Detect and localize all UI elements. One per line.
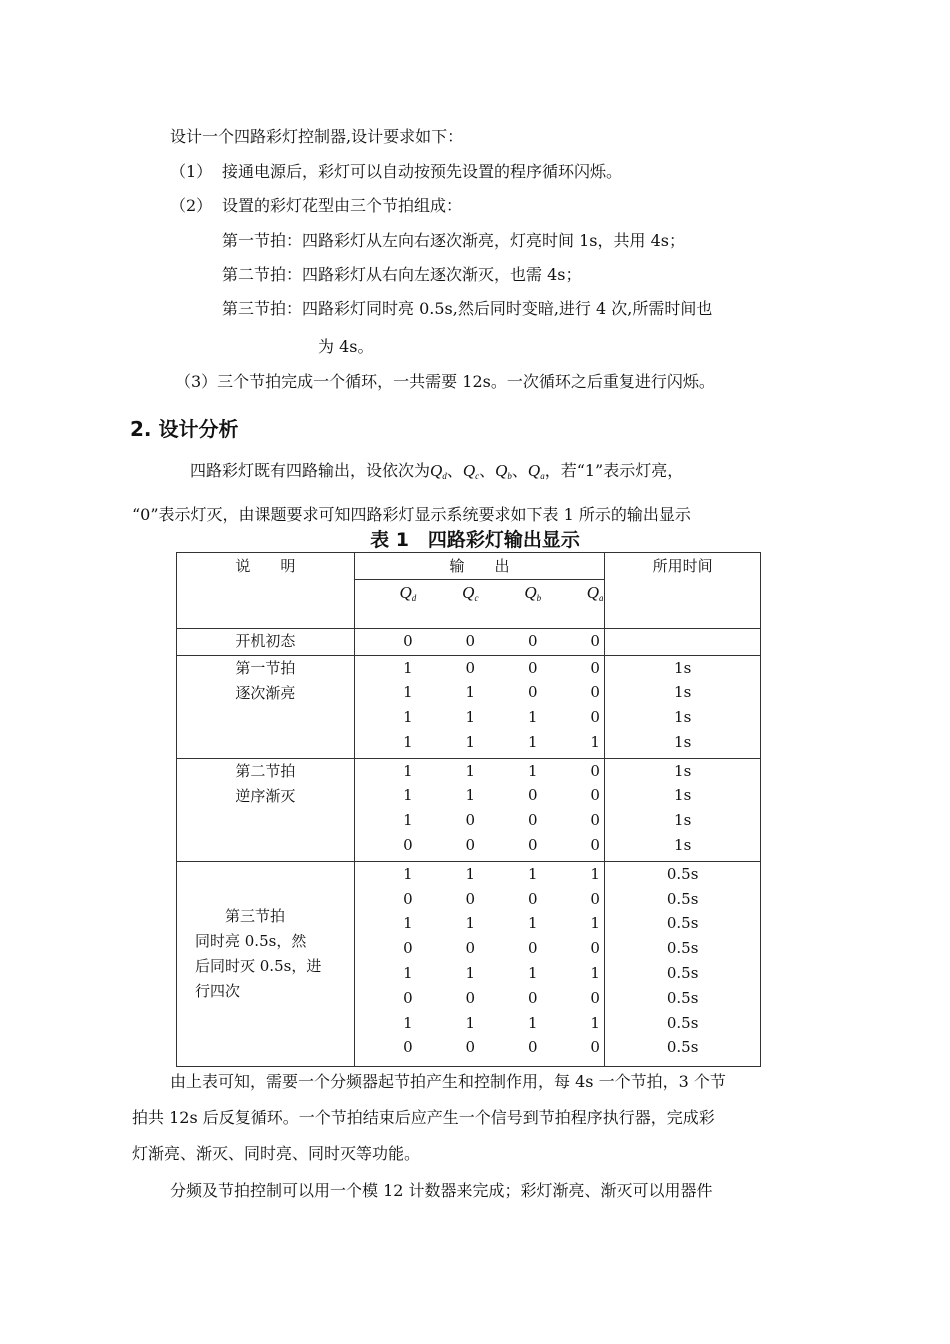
output-value: 1 [403,683,413,702]
q-subscript: d [411,593,417,603]
time-value: 0.5s [666,988,699,1007]
output-value: 0 [527,632,538,650]
output-value: 1 [403,864,413,883]
output-value: 0 [590,889,600,908]
beat2-text: 第二节拍：四路彩灯从右向左逐次渐灭，也需 4s； [222,265,582,284]
table-row [177,861,761,1066]
q-variable: $Q_b$ [495,461,512,481]
output-row [355,730,671,755]
time-value: 1s [674,708,692,727]
output-values [354,758,605,861]
req1-text: 接通电源后，彩灯可以自动按预先设置的程序循环闪烁。 [222,162,623,181]
output-row [355,1035,671,1060]
q-variable: $Q_b$ [524,583,542,603]
row-label [177,629,355,656]
output-value: 0 [590,786,600,805]
q-variable: $Q_c$ [462,461,480,481]
q-subscript: b [507,471,512,481]
table-header-row [177,553,761,580]
q-header-item [439,583,501,603]
output-value: 1 [465,1013,476,1032]
q-variable-list [430,461,545,480]
output-row [355,986,671,1011]
output-value: 0 [465,836,476,855]
q-header-item [564,583,626,603]
row-label-line: 第二节拍 [235,761,296,780]
time-value [605,629,760,654]
row-label-line: 行四次 [195,981,241,1000]
time-value: 1s [674,683,692,702]
output-value: 0 [590,658,600,677]
output-row [355,1011,671,1036]
output-value: 1 [590,864,600,883]
para-text: ，若“1”表示灯亮， [544,461,684,480]
q-subscript: c [475,471,480,481]
output-value: 0 [465,889,476,908]
time-value: 0.5s [666,1038,699,1057]
output-values [354,655,605,758]
conclusion-line: 分频及节拍控制可以用一个模 12 计数器来完成；彩灯渐亮、渐灭可以用器件 [170,1181,713,1200]
output-value: 0 [527,786,538,805]
output-value: 1 [465,786,476,805]
row-label-line: 逆序渐灭 [235,786,296,805]
output-value: 1 [403,811,413,830]
table-row [177,655,761,758]
row-label-line: 开机初态 [235,632,296,650]
output-value: 0 [590,836,600,855]
output-row [355,680,671,705]
intro-line: 设计一个四路彩灯控制器,设计要求如下： [170,127,464,146]
output-table [176,552,761,1067]
output-value: 1 [465,914,476,933]
req2-text: 设置的彩灯花型由三个节拍组成： [222,196,463,215]
output-value: 1 [590,963,600,982]
req1-number: （1） [170,162,213,181]
output-value: 0 [403,988,413,1007]
output-value: 0 [590,683,600,702]
output-row [355,783,671,808]
time-value: 0.5s [666,963,699,982]
q-header-item [377,583,439,603]
q-variable: $Q_a$ [586,583,604,603]
output-value: 1 [403,786,413,805]
output-value: 0 [590,811,600,830]
output-row [355,808,671,833]
analysis-paragraph-line2: “0”表示灯灭，由课题要求可知四路彩灯显示系统要求如下表 1 所示的输出显示 [132,505,691,524]
time-values [605,629,761,656]
output-value: 1 [590,732,600,751]
output-row [355,705,671,730]
time-values [605,655,761,758]
req3-text: （3）三个节拍完成一个循环，一共需要 12s。一次循环之后重复进行闪烁。 [175,372,715,391]
q-variable: $Q_d$ [399,583,417,603]
output-row [355,833,671,858]
time-value: 1s [674,732,692,751]
output-value: 1 [403,658,413,677]
output-value: 0 [590,761,600,780]
output-value: 0 [590,988,600,1007]
output-row [355,862,671,887]
output-value: 1 [465,683,476,702]
output-value: 1 [465,963,476,982]
output-row [355,911,671,936]
output-value: 0 [403,632,413,650]
output-value: 1 [527,963,538,982]
row-label [177,758,355,861]
time-value: 0.5s [666,914,699,933]
output-value: 1 [527,864,538,883]
output-value: 0 [465,1038,476,1057]
row-label-line: 逐次渐亮 [235,683,296,702]
output-value: 0 [527,889,538,908]
output-value: 1 [590,914,600,933]
table-row [177,629,761,656]
output-value: 1 [403,761,413,780]
header-time: 所用时间 [605,553,761,629]
output-value: 0 [527,836,538,855]
q-subscript: a [599,593,604,603]
output-row [355,656,671,681]
output-value: 1 [465,732,476,751]
conclusion-line: 由上表可知，需要一个分频器起节拍产生和控制作用，每 4s 一个节拍，3 个节 [170,1072,726,1091]
output-value: 0 [590,1038,600,1057]
output-value: 0 [403,1038,413,1057]
separator: 、 [511,461,528,480]
output-value: 0 [527,683,538,702]
q-subscript: b [536,593,542,603]
time-value: 0.5s [666,1013,699,1032]
q-header-item [502,583,564,603]
output-value: 0 [465,658,476,677]
output-value: 1 [527,1013,538,1032]
q-header-cell [354,580,605,629]
table-caption: 表 1 四路彩灯输出显示 [370,529,580,551]
row-label [177,861,355,1066]
output-value: 1 [403,914,413,933]
output-value: 0 [590,632,600,650]
time-value: 0.5s [666,939,699,958]
time-value: 0.5s [666,889,699,908]
output-value: 0 [465,632,476,650]
q-variable: $Q_a$ [527,461,545,481]
output-value: 0 [527,1038,538,1057]
section-heading: 2. 设计分析 [130,417,239,441]
table-row [177,758,761,861]
output-value: 1 [465,761,476,780]
q-subscript: a [540,471,545,481]
output-values [354,861,605,1066]
header-output: 输 出 [354,553,605,580]
output-value: 0 [527,811,538,830]
q-variable: $Q_d$ [430,461,447,481]
output-value: 0 [590,939,600,958]
row-label-line: 第三节拍 [195,906,286,925]
output-values [354,629,605,656]
time-value: 1s [674,761,692,780]
output-row [355,629,671,654]
q-subscript: c [474,593,479,603]
q-subscript: d [442,471,447,481]
row-label-line: 同时亮 0.5s，然 [195,931,307,950]
output-value: 0 [465,988,476,1007]
time-value: 0.5s [666,864,699,883]
output-value: 1 [403,708,413,727]
output-row [355,759,671,784]
output-value: 0 [590,708,600,727]
para-text: 四路彩灯既有四路输出，设依次为 [190,461,431,480]
output-value: 0 [465,811,476,830]
output-row [355,936,671,961]
output-value: 1 [527,761,538,780]
row-label-line: 第一节拍 [235,658,296,677]
analysis-paragraph-line1 [190,461,683,486]
output-value: 1 [403,732,413,751]
output-value: 1 [527,732,538,751]
output-value: 0 [527,988,538,1007]
output-row [355,961,671,986]
output-row [355,887,671,912]
output-value: 0 [527,939,538,958]
time-values [605,758,761,861]
q-variable: $Q_c$ [462,583,479,603]
output-value: 0 [403,939,413,958]
beat3-text: 第三节拍：四路彩灯同时亮 0.5s,然后同时变暗,进行 4 次,所需时间也 [222,299,713,318]
time-value: 1s [674,786,692,805]
time-value: 1s [674,836,692,855]
beat3-text-cont: 为 4s。 [318,337,374,356]
q-header [355,580,671,603]
header-desc: 说 明 [177,553,355,629]
beat1-text: 第一节拍：四路彩灯从左向右逐次渐亮，灯亮时间 1s，共用 4s； [222,231,685,250]
output-value: 0 [403,836,413,855]
conclusion-line: 拍共 12s 后反复循环。一个节拍结束后应产生一个信号到节拍程序执行器，完成彩 [132,1108,715,1127]
time-value: 1s [674,811,692,830]
row-label-line: 后同时灭 0.5s，进 [195,956,322,975]
output-value: 1 [590,1013,600,1032]
output-value: 1 [465,708,476,727]
time-values [605,861,761,1066]
separator: 、 [479,461,496,480]
output-value: 1 [527,708,538,727]
row-label [177,655,355,758]
output-value: 1 [527,914,538,933]
time-value: 1s [674,658,692,677]
output-value: 1 [403,1013,413,1032]
conclusion-line: 灯渐亮、渐灭、同时亮、同时灭等功能。 [132,1144,421,1163]
output-value: 1 [465,864,476,883]
output-value: 0 [465,939,476,958]
output-value: 0 [527,658,538,677]
req2-number: （2） [170,196,213,215]
separator: 、 [446,461,463,480]
output-value: 1 [403,963,413,982]
output-value: 0 [403,889,413,908]
